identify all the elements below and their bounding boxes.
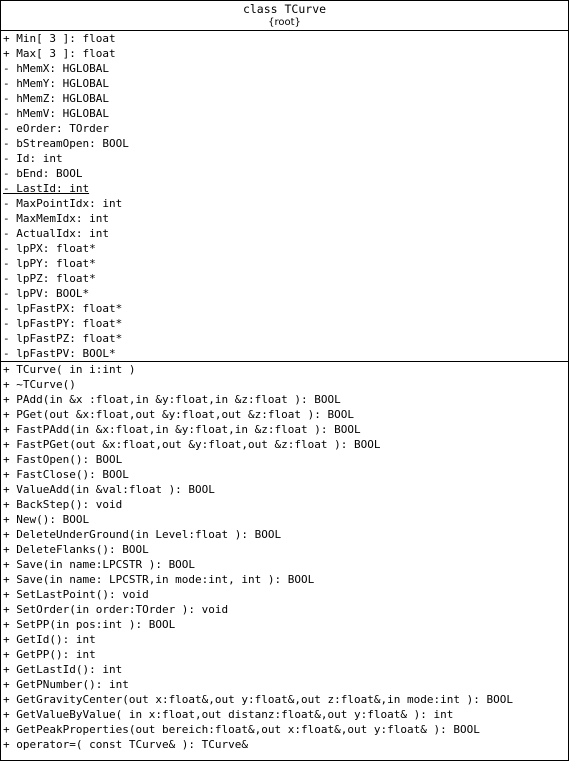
attributes-compartment [1,31,568,362]
operation-row: + GetPNumber(): int [3,678,129,691]
operation-row: + FastOpen(): BOOL [3,453,123,466]
operation-row: + GetValueByValue( in x:float,out distanz:float&,out y:float& ): int [3,708,454,721]
attribute-row: - lpFastPX: float* [3,302,123,315]
attribute-row: - lpFastPV: BOOL* [3,347,116,360]
operation-row: + Save(in name: LPCSTR,in mode:int, int ): BOOL [3,573,315,586]
attribute-row: - hMemZ: HGLOBAL [3,92,109,105]
operation-row: + BackStep(): void [3,498,123,511]
attribute-row: - LastId: int [3,182,90,195]
operation-row: + DeleteUnderGround(in Level:float ): BOOL [3,528,282,541]
attribute-row: - ActualIdx: int [3,227,109,240]
attribute-row: + Min[ 3 ]: float [3,32,116,45]
operation-row: + TCurve( in i:int ) [3,363,136,376]
attribute-row: - MaxPointIdx: int [3,197,123,210]
operation-row: + New(): BOOL [3,513,90,526]
attribute-row: - lpPV: BOOL* [3,287,90,300]
attribute-row: - lpPX: float* [3,242,96,255]
operation-row: + SetPP(in pos:int ): BOOL [3,618,176,631]
attribute-row: - bStreamOpen: BOOL [3,137,129,150]
operation-row: + Save(in name:LPCSTR ): BOOL [3,558,196,571]
attribute-row: - lpPY: float* [3,257,96,270]
attribute-row: - eOrder: TOrder [3,122,109,135]
operation-row: + ValueAdd(in &val:float ): BOOL [3,483,215,496]
operation-row: + SetLastPoint(): void [3,588,149,601]
operation-row: + GetPP(): int [3,648,96,661]
attribute-row: - Id: int [3,152,63,165]
operation-row: + GetId(): int [3,633,96,646]
operation-row: + GetLastId(): int [3,663,123,676]
attribute-row: - hMemX: HGLOBAL [3,62,109,75]
attribute-row: - lpFastPY: float* [3,317,123,330]
operation-row: + FastPAdd(in &x:float,in &y:float,in &z:float ): BOOL [3,423,361,436]
operation-row: + FastClose(): BOOL [3,468,129,481]
class-header [1,1,568,31]
operation-row: + operator=( const TCurve& ): TCurve& [3,738,249,751]
operation-row: + GetGravityCenter(out x:float&,out y:float&,out z:float&,in mode:int ): BOOL [3,693,513,706]
operation-row: + SetOrder(in order:TOrder ): void [3,603,229,616]
attribute-row: - MaxMemIdx: int [3,212,109,225]
attribute-row: - hMemV: HGLOBAL [3,107,109,120]
attribute-row: + Max[ 3 ]: float [3,47,116,60]
operation-row: + ~TCurve() [3,378,76,391]
operation-row: + FastPGet(out &x:float,out &y:float,out &z:float ): BOOL [3,438,381,451]
class-stereotype: {root} [268,17,301,28]
operation-row: + DeleteFlanks(): BOOL [3,543,149,556]
attribute-row: - lpPZ: float* [3,272,96,285]
attribute-row: - lpFastPZ: float* [3,332,123,345]
operation-row: + PGet(out &x:float,out &y:float,out &z:float ): BOOL [3,408,354,421]
operation-row: + PAdd(in &x :float,in &y:float,in &z:float ): BOOL [3,393,341,406]
operation-row: + GetPeakProperties(out bereich:float&,out x:float&,out y:float& ): BOOL [3,723,480,736]
attribute-row: - hMemY: HGLOBAL [3,77,109,90]
attribute-row: - bEnd: BOOL [3,167,83,180]
operations-compartment [1,362,568,752]
class-name: class TCurve [242,2,327,16]
